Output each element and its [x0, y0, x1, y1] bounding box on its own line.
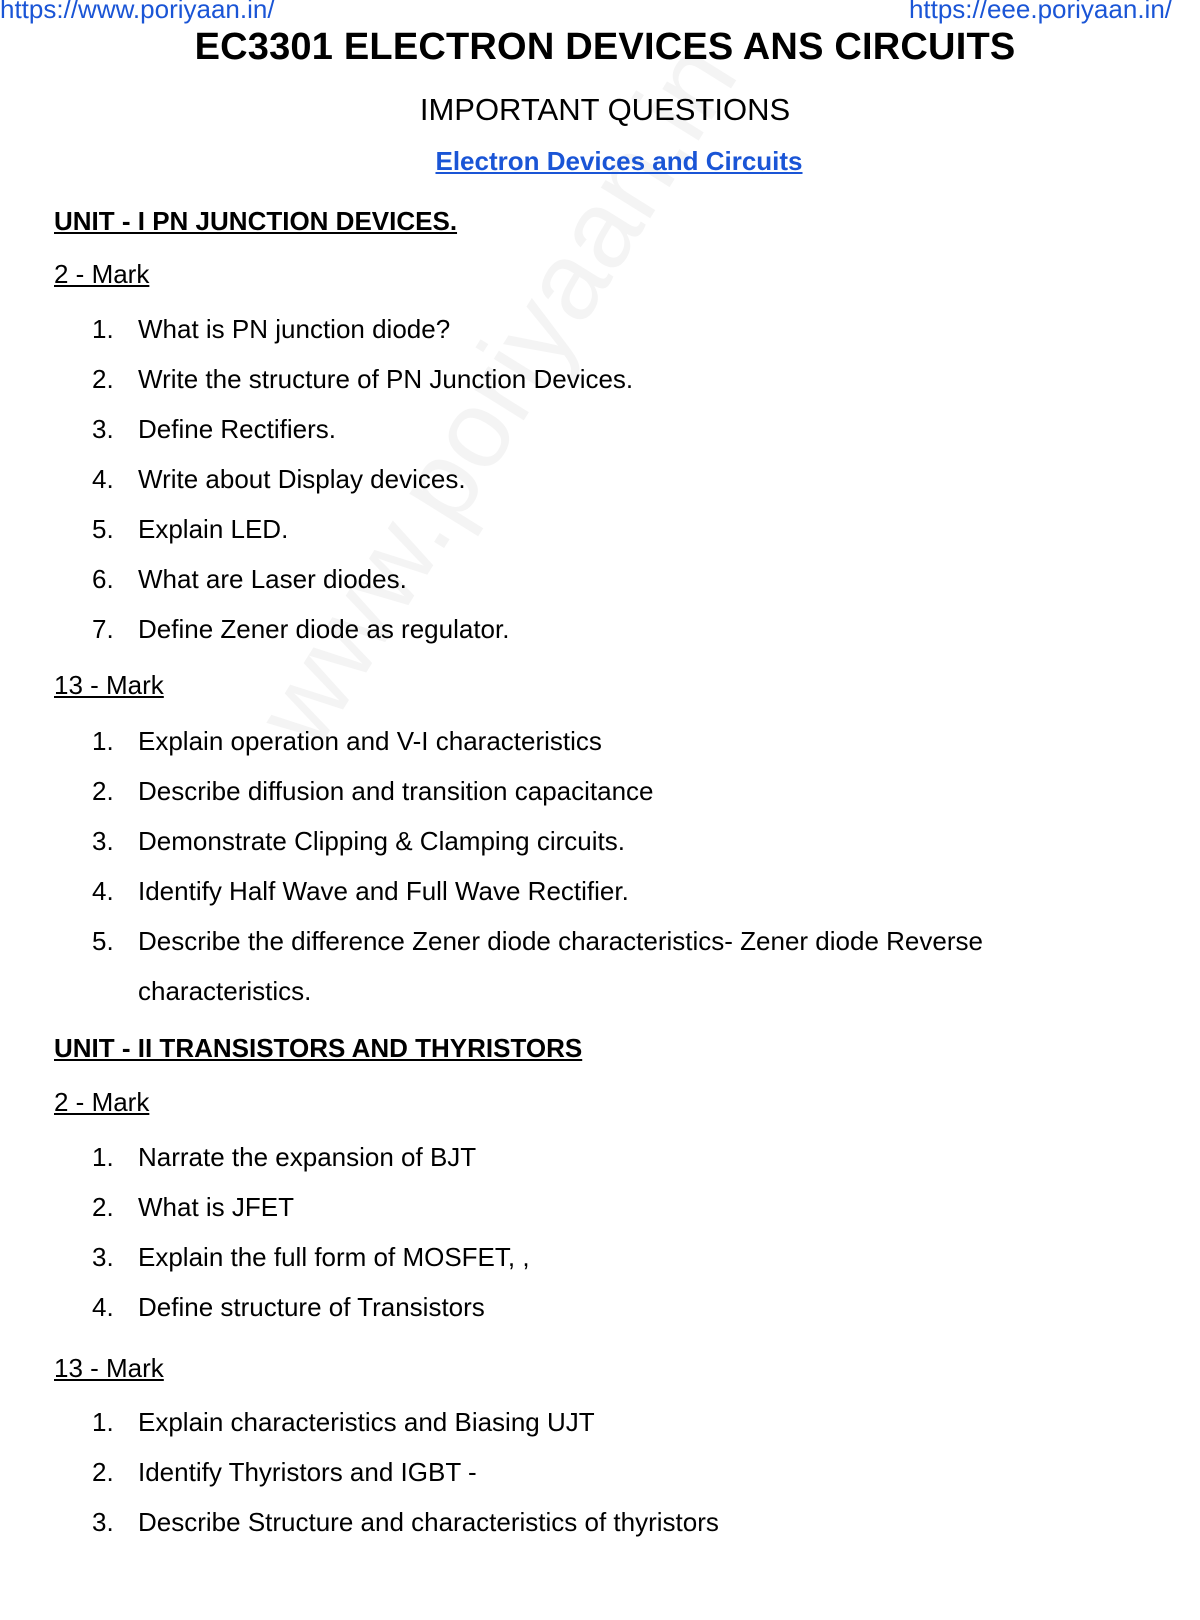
list-item: 2. What is JFET — [92, 1192, 295, 1222]
unit-2-13mark-heading: 13 - Mark — [54, 1353, 164, 1383]
unit-2-2mark-heading: 2 - Mark — [54, 1087, 150, 1117]
subject-link[interactable]: Electron Devices and Circuits — [435, 146, 803, 176]
page-subtitle: IMPORTANT QUESTIONS — [419, 92, 791, 127]
unit-2-2mark-list — [92, 1132, 1112, 1332]
list-item: 2. Describe diffusion and transition capacitance — [92, 776, 654, 806]
list-item: 5. Describe the difference Zener diode characteristics- Zener diode Reverse characteristics. — [92, 926, 983, 1006]
list-item: 4. Identify Half Wave and Full Wave Rectifier. — [92, 876, 629, 906]
list-item: 7. Define Zener diode as regulator. — [92, 614, 510, 644]
subject-link-wrapper — [0, 146, 1200, 177]
list-item: 4. Write about Display devices. — [92, 464, 466, 494]
unit-1-13mark-heading: 13 - Mark — [54, 670, 164, 700]
list-item: 1. What is PN junction diode? — [92, 314, 451, 344]
list-item: 3. Explain the full form of MOSFET, , — [92, 1242, 530, 1272]
page-title: EC3301 ELECTRON DEVICES ANS CIRCUITS — [194, 26, 1016, 68]
unit-1-heading: UNIT - I PN JUNCTION DEVICES. — [54, 206, 458, 236]
list-item: 2. Identify Thyristors and IGBT - — [92, 1457, 477, 1487]
list-item: 1. Narrate the expansion of BJT — [92, 1142, 477, 1172]
unit-1-2mark-heading: 2 - Mark — [54, 259, 150, 289]
list-item: 3. Define Rectifiers. — [92, 414, 336, 444]
list-item: 2. Write the structure of PN Junction Devices. — [92, 364, 634, 394]
list-item: 6. What are Laser diodes. — [92, 564, 407, 594]
unit-1-2mark-list — [92, 304, 1112, 654]
header-link-left[interactable]: https://www.poriyaan.in/ — [0, 0, 275, 24]
unit-2-heading: UNIT - II TRANSISTORS AND THYRISTORS — [54, 1033, 583, 1063]
unit-2-13mark-list — [92, 1397, 1112, 1547]
list-item: 4. Define structure of Transistors — [92, 1292, 485, 1322]
list-item: 1. Explain operation and V-I characteristics — [92, 726, 602, 756]
header-link-right[interactable]: https://eee.poriyaan.in/ — [908, 0, 1172, 24]
unit-1-13mark-list — [92, 716, 1112, 1016]
list-item: 1. Explain characteristics and Biasing UJT — [92, 1407, 595, 1437]
list-item: 5. Explain LED. — [92, 514, 289, 544]
list-item: 3. Demonstrate Clipping & Clamping circuits. — [92, 826, 625, 856]
list-item: 3. Describe Structure and characteristics of thyristors — [92, 1507, 719, 1537]
